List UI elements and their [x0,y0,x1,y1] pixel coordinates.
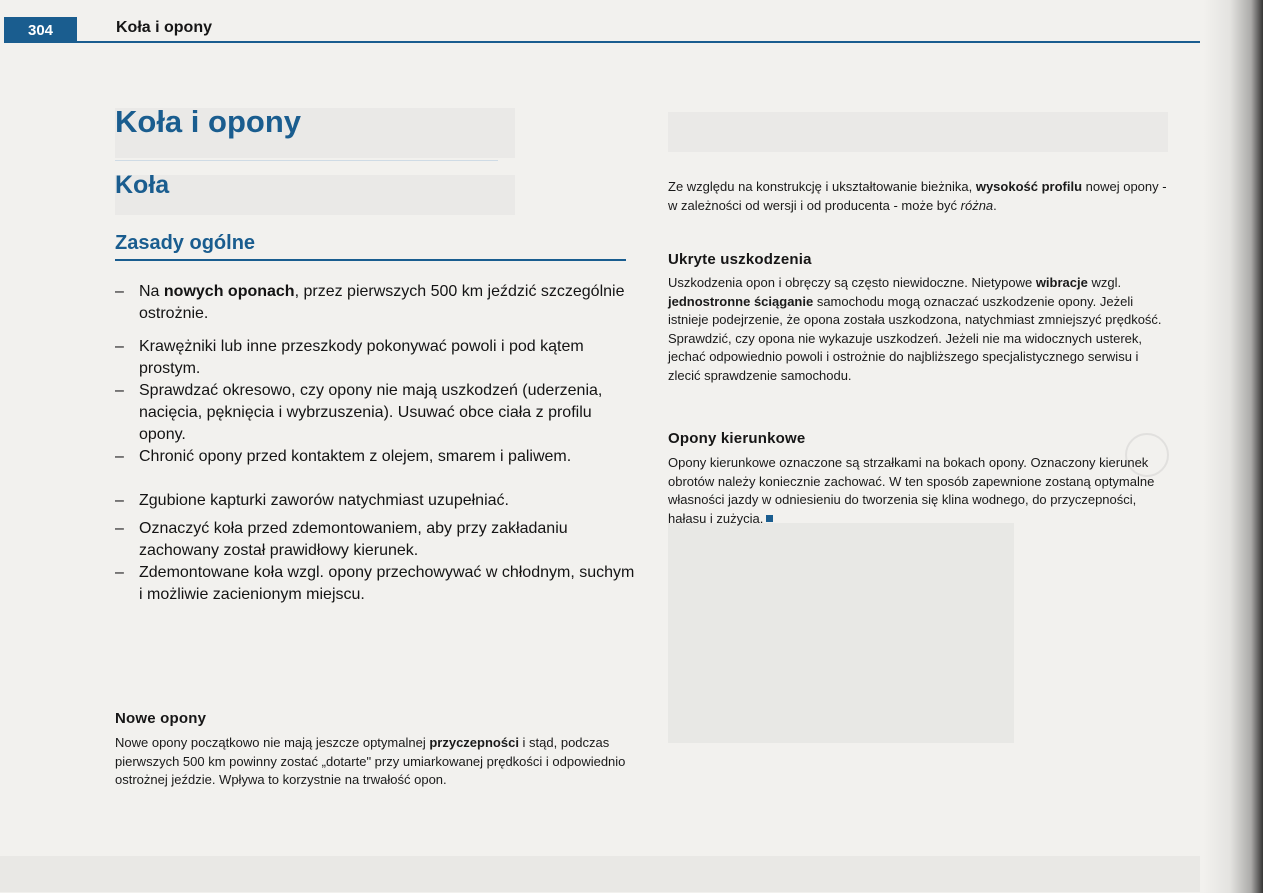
chapter-rule [115,160,498,161]
list-item-text: Chronić opony przed kontaktem z olejem, smarem i paliwem. [139,448,572,465]
paragraph-text: Nowe opony początkowo nie mają jeszcze optymalnej [115,735,430,750]
bullet-dash: – [115,382,124,399]
bleed-through-photo [668,523,1014,743]
bullet-dash: – [115,564,124,581]
bleed-through [115,175,515,215]
paragraph-bold: wysokość profilu [975,179,1083,194]
section-title: Koła [115,171,170,199]
paragraph-bold: jednostronne ściąganie [668,293,814,309]
list-item-bold: nowych oponach [163,283,295,300]
paragraph-text: wzgl. [1087,275,1122,290]
paragraph-text: . [993,197,997,213]
paragraph-bold: wibracje [1035,275,1088,290]
paragraph-text: Uszkodzenia opon i obręczy są często niewidoczne. Nietypowe [668,275,1036,290]
paragraph-text: Ze względu na konstrukcję i ukształtowanie bieżnika, [668,179,976,194]
list-item [115,518,635,562]
paragraph-text: samochodu mogą oznaczać uszkodzenie opony. Jeżeli istnieje podejrzenie, że opona została uszkodzona, natychmiast zmniejszyć prędkość. Sprawdzić, czy opona nie wykazuje uszkodzeń. Jeżeli nie ma widocznych usterek, jechać odpowiednio powoli i ostrożnie do najbliższego specjalistycznego serwisu i zlecić sprawdzenie samochodu. [668,293,1162,383]
directional-tires-paragraph [668,454,1168,528]
bullet-dash: – [115,520,124,537]
paragraph-italic: różna [960,197,994,213]
list-item-text: Sprawdzać okresowo, czy opony nie mają uszkodzeń (uderzenia, nacięcia, pęknięcia i wybrzuszenia). Usuwać obce ciała z profilu opony. [139,382,603,443]
section-end-icon [766,515,773,522]
tread-depth-paragraph [668,178,1168,215]
bullet-dash: – [115,448,124,465]
subsection-title: Zasady ogólne [115,232,256,254]
rules-list [115,281,635,606]
bleed-through [668,112,1168,152]
subsection-rule [115,259,626,261]
footer-nav-bleed [0,856,1200,892]
list-item [115,281,635,336]
paragraph-bold: przyczepności [429,735,519,750]
running-header: Koła i opony [116,19,212,36]
list-item [115,380,635,446]
list-item [115,490,635,518]
new-tires-paragraph [115,734,635,790]
list-item-text: Na [139,283,164,300]
book-binding-shadow [1203,0,1263,893]
hidden-damage-paragraph [668,274,1168,385]
header-rule [4,41,1200,43]
list-item-text: Zdemontowane koła wzgl. opony przechowywać w chłodnym, suchym i możliwie zacienionym miejscu. [139,564,635,603]
paragraph-text: i stąd, podczas pierwszych 500 km powinny zostać „dotarte" przy umiarkowanej prędkości i odpowiednio ostrożnej jeździe. Wpływa to korzystnie na trwałość opon. [115,735,626,787]
page-number: 304 [4,17,77,43]
list-item [115,336,635,380]
new-tires-heading: Nowe opony [115,710,207,727]
list-item-text: Zgubione kapturki zaworów natychmiast uzupełniać. [139,492,509,509]
hidden-damage-heading: Ukryte uszkodzenia [668,251,812,268]
paragraph-text: nowej opony - w zależności od wersji i od producenta - może być [668,179,1167,213]
bullet-dash: – [115,283,124,300]
list-item [115,446,635,490]
paragraph-text: Opony kierunkowe oznaczone są strzałkami na bokach opony. Oznaczony kierunek obrotów należy koniecznie zachować. W ten sposób zapewnione zostaną optymalne własności jazdy w odniesieniu do tworzenia się klina wodnego, do przyczepności, hałasu i zużycia. [668,455,1155,526]
list-item [115,562,635,606]
directional-tires-heading: Opony kierunkowe [668,430,806,447]
bullet-dash: – [115,492,124,509]
list-item-text: , przez pierwszych 500 km jeździć szczególnie ostrożnie. [139,283,625,322]
chapter-title: Koła i opony [115,104,301,139]
bullet-dash: – [115,338,124,355]
list-item-text: Krawężniki lub inne przeszkody pokonywać powoli i pod kątem prostym. [139,338,584,377]
list-item-text: Oznaczyć koła przed zdemontowaniem, aby przy zakładaniu zachowany został prawidłowy kierunek. [139,520,568,559]
